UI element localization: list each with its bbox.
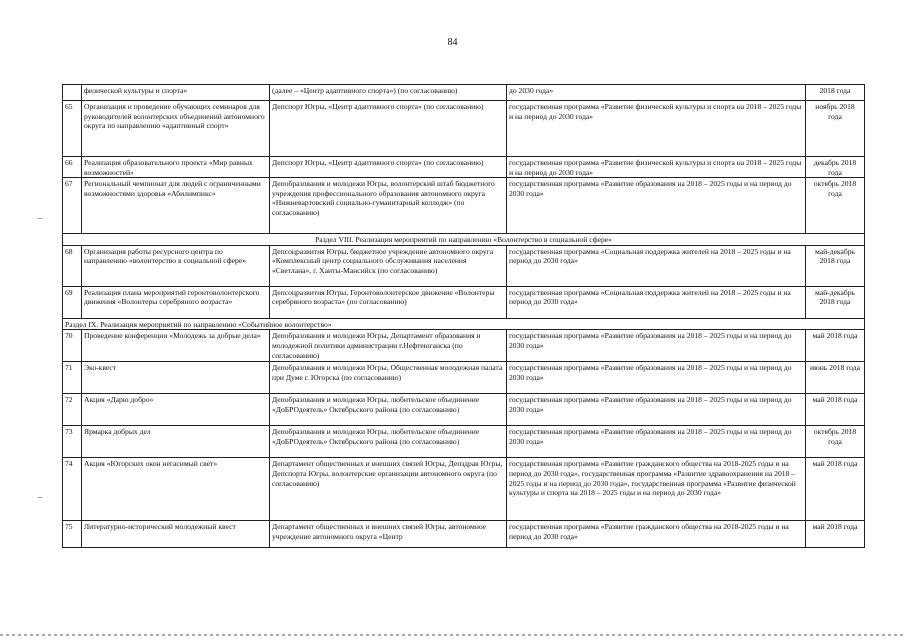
- row-number: 73: [63, 426, 82, 458]
- event-date: октябрь 2018 года: [806, 178, 865, 234]
- responsible-parties: Депобразования и молодежи Югры, волонтерский штаб бюджетного учреждения профессионального образования автономного округа «Нижневартовский социально-гуманитарный колледж» (по согласованию): [270, 178, 507, 234]
- event-name: Реализация образовательного проекта «Мир равных возможностей»: [82, 157, 270, 178]
- event-name: Акция «Югорских окон негасимый свет»: [82, 458, 270, 521]
- event-date: май 2018 года: [806, 394, 865, 426]
- row-number: 65: [63, 101, 82, 157]
- event-name: Реализация плана мероприятий геронтоволонтерского движения «Волонтеры серебряного возраста»: [82, 286, 270, 318]
- state-program: государственная программа «Развитие физической культуры и спорта на 2018 – 2025 годы и на период до 2030 года»: [507, 101, 806, 157]
- table-row: [63, 330, 865, 362]
- responsible-parties: Депобразования и молодежи Югры, Общественная молодежная палата при Думе г. Югорска (по согласованию): [270, 362, 507, 394]
- event-date: 2018 года: [806, 85, 865, 101]
- state-program: государственная программа «Развитие физической культуры и спорта на 2018 – 2025 годы и на период до 2030 года»: [507, 157, 806, 178]
- row-number: 72: [63, 394, 82, 426]
- responsible-parties: Депобразования и молодежи Югры, любительское объединение «ДоБРОдеятель» Октябрьского района (по согласованию): [270, 394, 507, 426]
- event-date: декабрь 2018 года: [806, 157, 865, 178]
- responsible-parties: Депобразования и молодежи Югры, любительское объединение «ДоБРОдеятель» Октябрьского района (по согласованию): [270, 426, 507, 458]
- event-name: Ярмарка добрых дел: [82, 426, 270, 458]
- event-date: май 2018 года: [806, 330, 865, 362]
- state-program: государственная программа «Развитие образования на 2018 – 2025 годы и на период до 2030 года»: [507, 178, 806, 234]
- section-row: [63, 318, 865, 330]
- row-number: 74: [63, 458, 82, 521]
- state-program: государственная программа «Развитие образования на 2018 – 2025 годы и на период до 2030 года»: [507, 426, 806, 458]
- responsible-parties: Депспорт Югры, «Центр адаптивного спорта» (по согласованию): [270, 157, 507, 178]
- responsible-parties: Депобразования и молодежи Югры, Департамент образования и молодежной политики администрации г.Нефтеюганска (по согласованию): [270, 330, 507, 362]
- table-row: [63, 85, 865, 101]
- table-row: [63, 245, 865, 286]
- row-number: 75: [63, 521, 82, 548]
- responsible-parties: (далее – «Центр адаптивного спорта») (по согласованию): [270, 85, 507, 101]
- state-program: государственная программа «Развитие гражданского общества на 2018-2025 годы и на период до 2030 года», государственная программа «Развитие здравоохранения на 2018 – 2025 годы и на период до 2030 года», государственная программа «Развитие физической культуры и спорта на 2018 – 2025 годы и на период до 2030 года»: [507, 458, 806, 521]
- event-name: Литературно-исторический молодежный квест: [82, 521, 270, 548]
- event-date: май-декабрь 2018 года: [806, 286, 865, 318]
- event-name: Эко-квест: [82, 362, 270, 394]
- event-name: Региональный чемпионат для людей с ограниченными возможностями здоровья «Абилимпикс»: [82, 178, 270, 234]
- event-name: Организация работы ресурсного центра по направлению «волонтерство в социальной сфере»: [82, 245, 270, 286]
- table-row: [63, 157, 865, 178]
- table-row: [63, 178, 865, 234]
- responsible-parties: Депсоцразвития Югры, Геронтоволонтерское движение «Волонтеры серебряного возраста» (по согласованию): [270, 286, 507, 318]
- responsible-parties: Депсоцразвития Югры, бюджетное учреждение автономного округа «Комплексный центр социального обслуживания населения «Светлана», г. Ханты-Мансийск (по согласованию): [270, 245, 507, 286]
- row-number: 67: [63, 178, 82, 234]
- events-table: [62, 84, 865, 548]
- table-row: [63, 286, 865, 318]
- table-row: [63, 458, 865, 521]
- event-name: Акция «Дарю добро»: [82, 394, 270, 426]
- event-date: май-декабрь 2018 года: [806, 245, 865, 286]
- page-number: 84: [447, 37, 458, 48]
- row-number: [63, 85, 82, 101]
- table-row: [63, 362, 865, 394]
- event-date: июнь 2018 года: [806, 362, 865, 394]
- table-row: [63, 521, 865, 548]
- state-program: государственная программа «Социальная поддержка жителей на 2018 – 2025 годы и на период до 2030 года»: [507, 245, 806, 286]
- table-row: [63, 394, 865, 426]
- scan-edge: [0, 634, 905, 636]
- state-program: государственная программа «Развитие гражданского общества на 2018-2025 годы и на период до 2030 года»: [507, 521, 806, 548]
- event-name: Организация и проведение обучающих семинаров для руководителей волонтерских объединений автономного округа по направлению «адаптивный спорт»: [82, 101, 270, 157]
- state-program: государственная программа «Социальная поддержка жителей на 2018 – 2025 годы и на период до 2030 года»: [507, 286, 806, 318]
- row-number: 71: [63, 362, 82, 394]
- responsible-parties: Департамент общественных и внешних связей Югры, Депздрав Югры, Депспорта Югры, волонтерские организации автономного округа (по согласованию): [270, 458, 507, 521]
- scan-mark: [38, 218, 42, 219]
- row-number: 68: [63, 245, 82, 286]
- event-name: Проведение конференции «Молодежь за добрые дела»: [82, 330, 270, 362]
- state-program: до 2030 года»: [507, 85, 806, 101]
- event-date: май 2018 года: [806, 458, 865, 521]
- state-program: государственная программа «Развитие образования на 2018 – 2025 годы и на период до 2030 года»: [507, 330, 806, 362]
- scan-mark: [38, 497, 42, 498]
- row-number: 66: [63, 157, 82, 178]
- row-number: 70: [63, 330, 82, 362]
- section-heading: Раздел VIII. Реализация мероприятий по направлению «Волонтерство в социальной сфере»: [63, 234, 865, 246]
- event-date: октябрь 2018 года: [806, 426, 865, 458]
- event-date: май 2018 года: [806, 521, 865, 548]
- responsible-parties: Департамент общественных и внешних связей Югры, автономное учреждение автономного округа «Центр: [270, 521, 507, 548]
- event-name: физической культуры и спорта»: [82, 85, 270, 101]
- row-number: 69: [63, 286, 82, 318]
- table-row: [63, 101, 865, 157]
- section-row: [63, 234, 865, 246]
- state-program: государственная программа «Развитие образования на 2018 – 2025 годы и на период до 2030 года»: [507, 394, 806, 426]
- section-heading: Раздел IX. Реализация мероприятий по направлению «Событийное волонтерство»: [63, 318, 865, 330]
- table-row: [63, 426, 865, 458]
- state-program: государственная программа «Развитие образования на 2018 – 2025 годы и на период до 2030 года»: [507, 362, 806, 394]
- event-date: ноябрь 2018 года: [806, 101, 865, 157]
- responsible-parties: Депспорт Югры, «Центр адаптивного спорта» (по согласованию): [270, 101, 507, 157]
